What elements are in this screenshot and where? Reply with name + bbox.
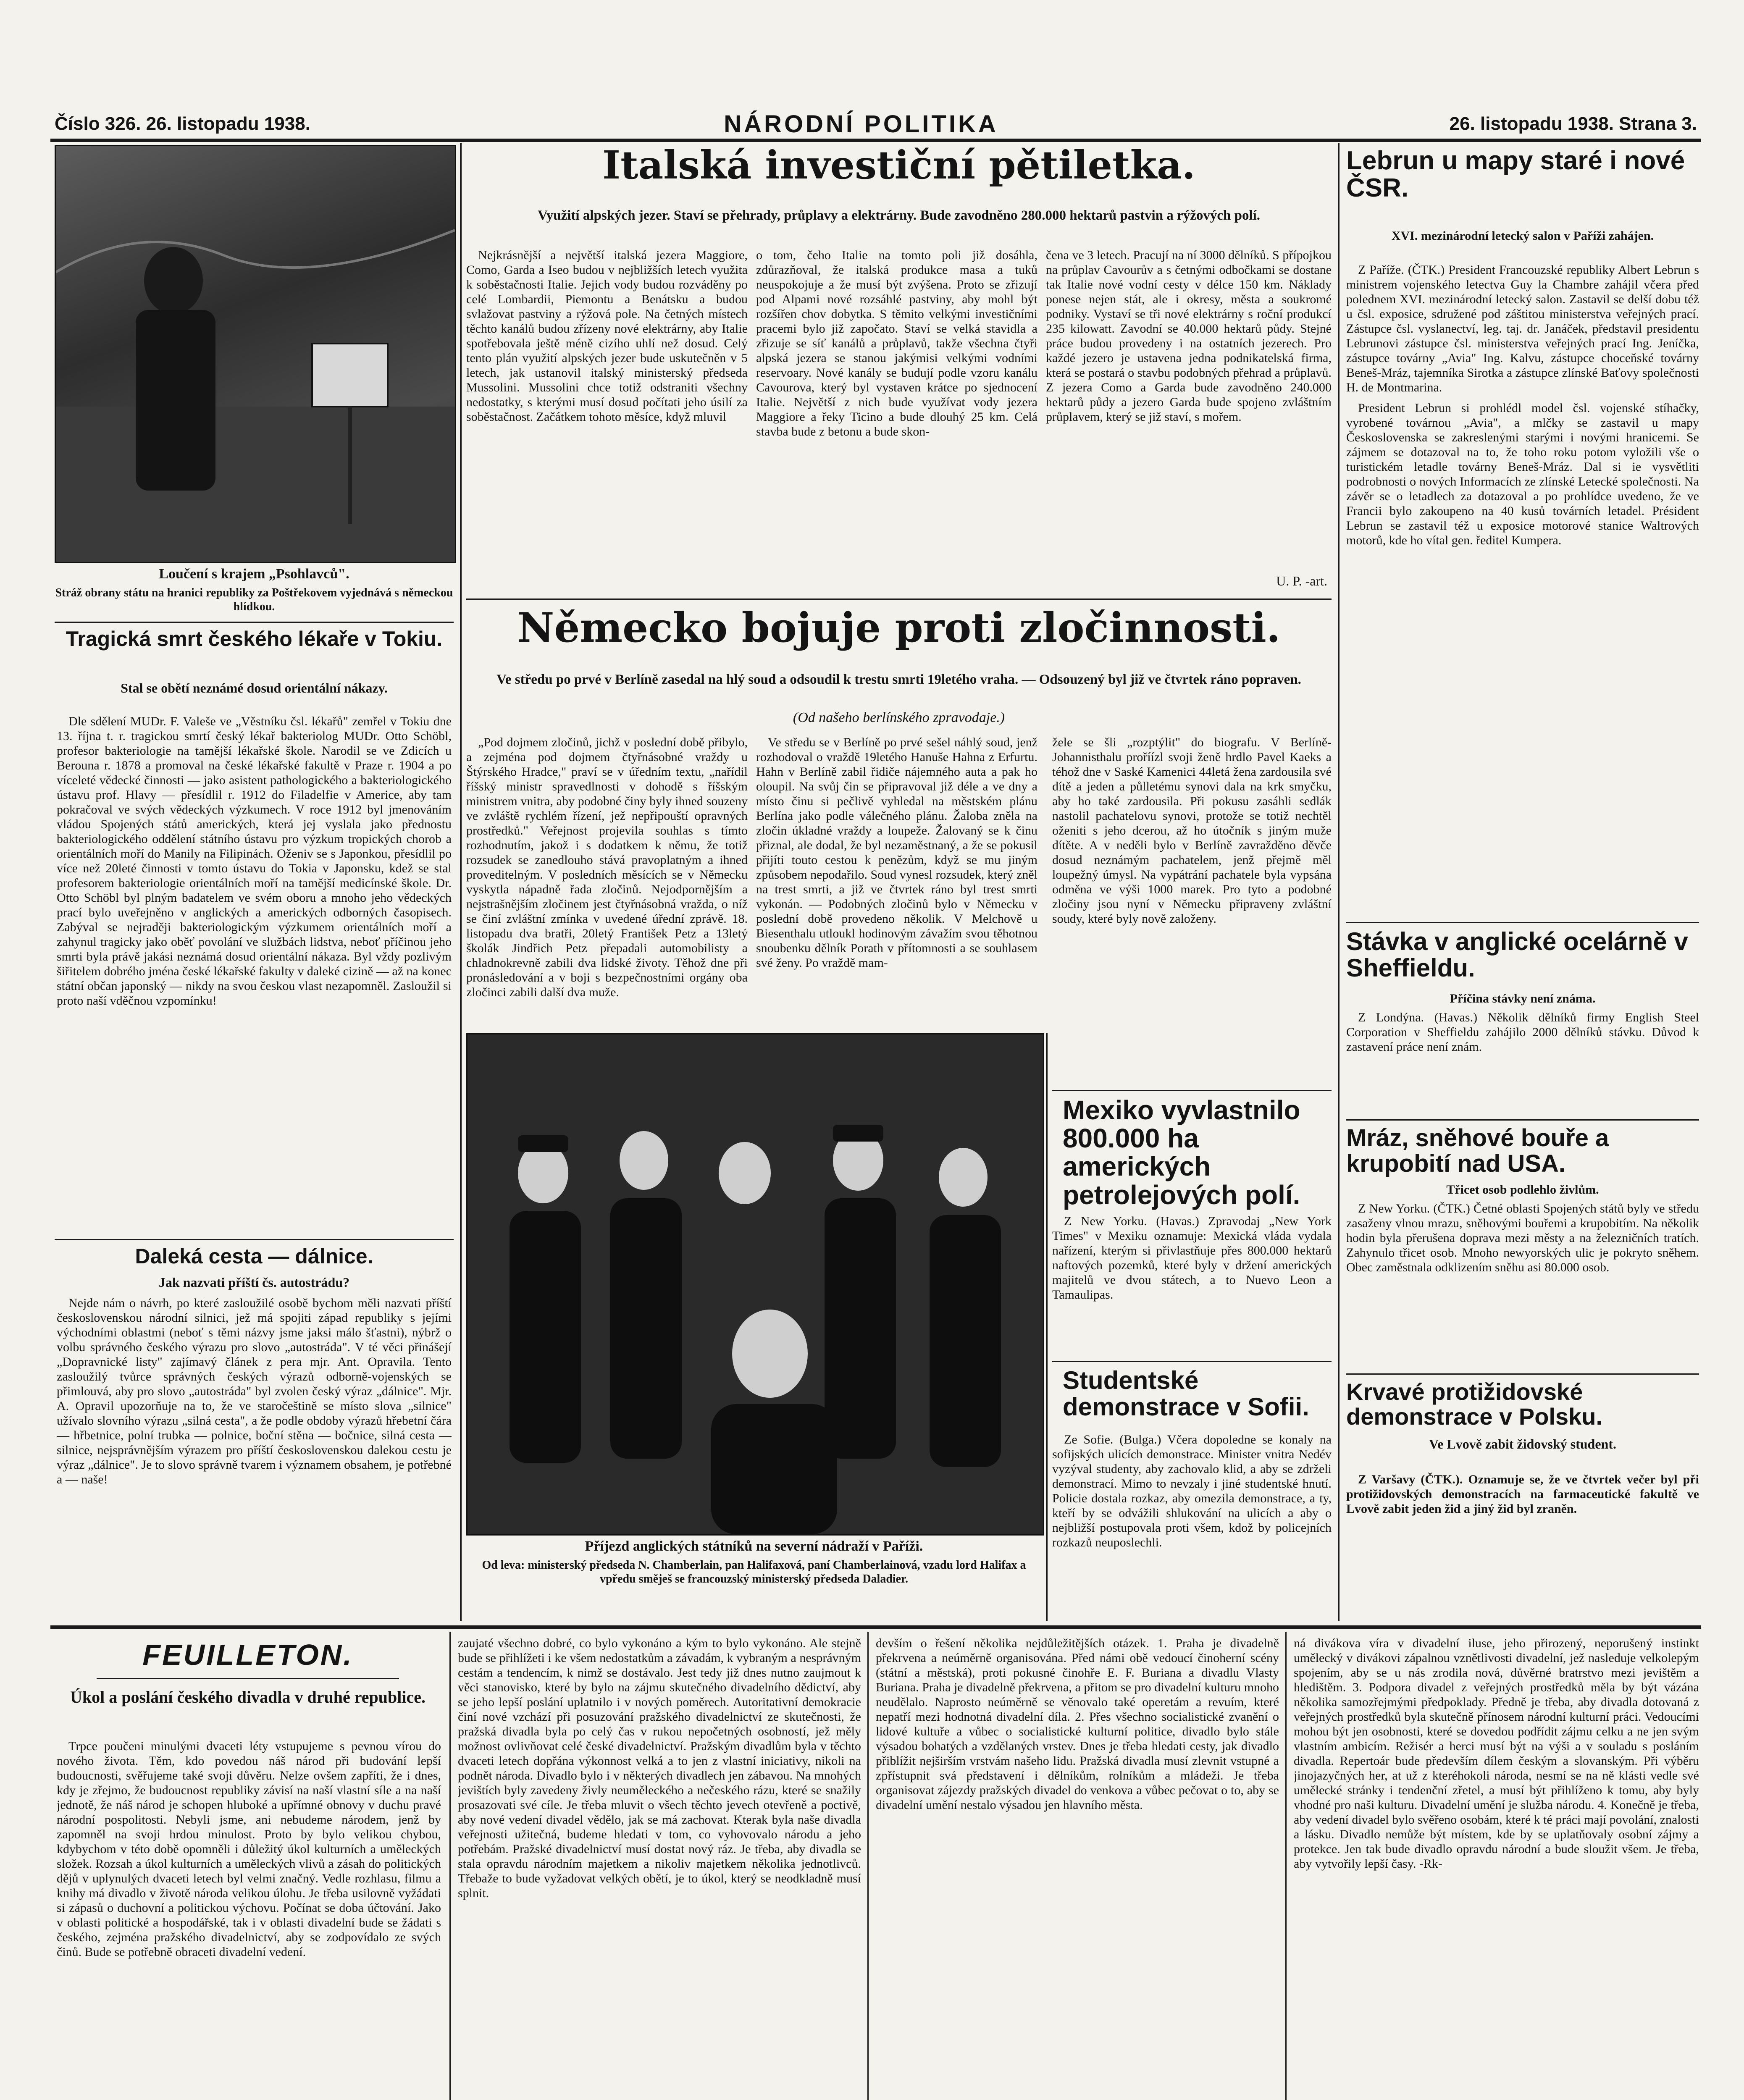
section-rule bbox=[466, 598, 1332, 600]
feuilleton-col-1 bbox=[57, 1739, 441, 2100]
petiletka-subhead: Využití alpských jezer. Staví se přehrady, průplavy a elektrárny. Bude zavodněno 280.000 hektarů pastvin a rýžových polí. bbox=[537, 208, 1261, 223]
column-divider bbox=[1046, 1033, 1048, 1621]
mexiko-paragraph: Z New Yorku. (Havas.) Zpravodaj „New York Times" v Mexiku oznamuje: Mexická vláda vydala nařízení, kterým si přivlastňuje přes 800.000 hektarů naftových pozemků, které byly v držení amerických majitelů ve dvou státech, a to Nuevo Leon a Tamaulipas. bbox=[1052, 1214, 1332, 1302]
section-rule bbox=[55, 622, 454, 623]
nemecko-byline: (Od našeho berlínského zpravodaje.) bbox=[793, 710, 1005, 725]
column-divider bbox=[867, 1632, 869, 2100]
mraz-headline: Mráz, sněhové bouře a krupobití nad USA. bbox=[1346, 1124, 1609, 1177]
lebrun-body bbox=[1346, 262, 1699, 920]
feuilleton-text-1: Trpce poučeni minulými dvaceti léty vstupujeme s pevnou vírou do nového života. Těm, kdo povedou náš národ při budování lepší budoucnosti, svěřujeme také svoji důvěru. Nelze ovšem zapříti, že i dnes, kdy je zřejmo, že budoucnost republiky závisí na naší vlastní síle a na naší jednotě, že náš národ je schopen hluboké a upřímné obnovy v duchu pravé národní pospolitosti. Nebyli jsme, ani nebudeme národem, jenž by zapomněl na svoji hrdou minulost. Proto by bylo velikou chybou, kdybychom v této době opomněli i důležitý úkol kulturních a uměleckých složek. Rozsah a úkol kulturních a uměleckých vlivů a zásah do politických dějů v uplynulých dvaceti letech byl velmi značný. Vedle rozhlasu, filmu a knihy má divadlo v životě národa velikou úlohu. Je třeba usilovně vyžádati si zápasů o duchovní a politickou výchovu. Počínat se doba účtování. Jako v oblasti politické a hospodářské, tak i v oblasti divadelní bude se žádati s českého, zejména pražského divadelnictví, aby se zodpovídalo ze svých činů. Bude se potřebně obraceti divadelní vedení. bbox=[57, 1739, 441, 1959]
feuilleton-col-3 bbox=[876, 1636, 1279, 2100]
column-divider bbox=[449, 1632, 451, 2100]
polsko-subhead: Ve Lvově zabit židovský student. bbox=[1429, 1436, 1616, 1452]
column-divider bbox=[1285, 1632, 1287, 2100]
feuilleton-col-4 bbox=[1294, 1636, 1699, 2100]
petiletka-text-2: o tom, čeho Italie na tomto poli již dosáhla, zdůrazňoval, že italská produkce masa a tuků neuspokojuje a že musí být zvýšena. Proto se zřizují pod Alpami nové rozsáhlé pastviny, aby mohl být rozšířen chov dobytka. S těmito velkými investičními pracemi bylo již započato. Staví se velká stavidla a zřizuje se síť kanálů a průplavů, takže všechna čtyři alpská jezera se stanou jakýmisi velkými vodními reservoary. Nové kanály se budují podle vzoru kanálu Cavourova, který byl vystaven krátce po sjednocení Italie. Největší z nich bude využívat vody jezera Maggiore a řeky Ticino a bude dlouhý 25 km. Celá stavba bude z betonu a bude skon- bbox=[756, 248, 1037, 438]
border-photo-drawing bbox=[56, 146, 455, 562]
polsko-headline: Krvavé protižidovské demonstrace v Polsku. bbox=[1346, 1378, 1603, 1430]
dalnice-headline: Daleká cesta — dálnice. bbox=[135, 1244, 373, 1268]
stavka-body bbox=[1346, 1010, 1699, 1115]
photo-caption-title: Loučení s krajem „Psohlavců". bbox=[159, 566, 349, 582]
stavka-paragraph: Z Londýna. (Havas.) Několik dělníků firmy English Steel Corporation v Sheffieldu zahájilo 2000 dělníků stávku. Důvod k zastavení práce není znám. bbox=[1346, 1011, 1699, 1054]
arrival-photo bbox=[466, 1033, 1044, 1536]
nemecko-text-3: žele se šli „rozptýlit" do biografu. V Berlíně-Johannisthalu proříízl svoji ženě hrdlo Pavel Kaeks a téhož dne v Saské Kamenici 44letá žena zardousila své dítě a jeden a půlletému synovi dala na krk smyčku, aby ho také zardousila. Při pokusu zasáhli sedlák nastolil pachatelovu synovi, protože se totiž nechtěl oženiti s jeho dcerou, až ho útočník s jiným muže dítěte. A v neděli bylo v Berlíně zavražděno děvče dosud neznámým pachatelem, jenž přejmě měl loupežný úmysl. Na vypátrání pachatele byla vypsána odměna ve výši 1000 marek. Pro tyto a podobné zločiny jsou nyní v Německu připraveny zvláštní soudy, které byly nově založeny. bbox=[1052, 735, 1332, 926]
lebrun-headline: Lebrun u mapy staré i nové ČSR. bbox=[1346, 146, 1685, 203]
stavka-subhead: Příčina stávky není známa. bbox=[1450, 992, 1596, 1005]
nemecko-subhead: Ve středu po prvé v Berlíně zasedal na hlý soud a odsoudil k trestu smrti 19letého vraha. — Odsouzený byl již ve čtvrtek ráno popraven. bbox=[496, 672, 1301, 687]
column-divider bbox=[1338, 143, 1340, 1621]
section-rule bbox=[1052, 1090, 1332, 1091]
petiletka-signature: U. P. -art. bbox=[1276, 573, 1327, 588]
dalnice-body bbox=[57, 1296, 452, 1621]
stavka-headline: Stávka v anglické ocelárně v Sheffieldu. bbox=[1346, 927, 1688, 982]
section-rule bbox=[55, 1239, 454, 1240]
petiletka-text-3: čena ve 3 letech. Pracují na ní 3000 dělníků. S přípojkou na průplav Cavourův a s četnými odbočkami se dostane tak Italie nové vodní cesty v délce 150 km. Náklady ponese nejen stát, ale i okresy, města a soukromé podniky. Vystaví se tři nové elektrárny s roční produkcí 235 kilowatt. Zavodní se 40.000 hektarů půdy. Stejné práce budou provedeny i na ostatních jezerech. Pro každé jezero je ustavena jedna podnikatelská firma, která se postará o stavbu podobných přehrad a průplavů. Z jezera Como a Garda bude zavodněno 240.000 hektarů půdy a jezero Garda bude spojeno zvláštním průplavem, který se již staví, s mořem. bbox=[1046, 248, 1332, 424]
sofie-paragraph: Ze Sofie. (Bulga.) Včera dopoledne se konaly na sofijských ulicích demonstrace. Minister vnitra Nedév vyzýval studenty, aby zachovalo klid, a aby se zdrželi demonstrací. Mimo to nevzaly i jiné studentské hnutí. Policie dostala rozkaz, aby omezila demonstrace, a ty, kteří by se odvážili shlukování na ulicích a aby o nejbližší postupovala proti všem, kdož by policejních rozkazů neuposlechli. bbox=[1052, 1433, 1332, 1549]
feuilleton-rule bbox=[50, 1625, 1701, 1629]
sofie-headline: Studentské demonstrace v Sofii. bbox=[1063, 1366, 1309, 1421]
dalnice-paragraph: Nejde nám o návrh, po které zasloužilé osobě bychom měli nazvati příští československou národní silnici, jež má spojiti západ republiky s jejími východními oblastmi (neboť s těmi názvy jsme jaksi málo šťastni), nýbrž o volbu správného českého výrazu pro slovo „autostráda". V té věci přinášejí „Dopravnické listy" zajímavý článek z pera mjr. Ant. Opravila. Tento zasloužilý tvůrce správných českých výrazů odborně-vojenských se přimlouvá, aby pro slovo „autostráda" byl zvolen český výraz „dálnice". Mjr. A. Opravil upozorňuje na to, že ve staročeštině se místo slova „silnice" užívalo slovního výrazu „silná cesta", a že podle obdoby výrazů hřebetní čára — hřbetnice, polní trubka — polnice, boční stěna — bočnice, silná cesta — silnice, nejsprávnějším výrazem pro příští československou dalekou cestu je výraz „dálnice". Je to slovo správně tvarem i významem obsahem, je potřebné a — naše! bbox=[57, 1296, 452, 1486]
petiletka-col-1 bbox=[466, 248, 748, 592]
border-photo bbox=[55, 145, 456, 563]
feuilleton-text-4: ná divákova víra v divadelní iluse, jeho přirozený, neporušený instinkt umělecký v divákovi zápalnou vznětlivosti divadelní, jež nasleduje velkolepým spojením, aby se u nás zrodila nová, důvěrné bratrstvo mezi jevištěm a hledištěm. 3. Podpora divadel z veřejných prostředků měla by být vázána několika samozřejmými předpoklady. Předně je třeba, aby divadla dotovaná z veřejných prostředků byla skutečně přínosem národní kulturní práci. Vedoucími mohou být jen osobnosti, které se dovedou podřídit zájmu celku a ne jen svým vlastním ambicím. Režisér a herci musí být na výši a v souladu s posláním divadla. Repertoár bude především dílem českým a slovanským. Při výběru jinojazyčných her, at už z kteréhokoli národa, nesmí se na ně klásti vedle své umělecké stránky i tendenční zřetel, a musí být přihlíženo k tomu, aby byly vhodné pro naši kulturu. Divadelní umění je služba národu. 4. Konečně je třeba, aby vedení divadel bylo svěřeno osobám, které k té práci mají povolání, znalosti a lásku. Divadlo nemůže být místem, kde by se uplatňovaly osobní zájmy a protekce. Jen tak bude divadlo opravdu národní a bude sloužit všem. Je třeba, aby vytvořily lepší časy. -Rk- bbox=[1294, 1636, 1699, 1871]
mraz-body bbox=[1346, 1201, 1699, 1369]
nemecko-headline: Německo bojuje proti zločinnosti. bbox=[517, 604, 1281, 651]
tokio-subhead: Stal se obětí neznámé dosud orientální nákazy. bbox=[121, 680, 388, 696]
dalnice-subhead: Jak nazvati příští čs. autostrádu? bbox=[158, 1275, 350, 1290]
feuilleton-text-2: zaujaté všechno dobré, co bylo vykonáno a kým to bylo vykonáno. Ale stejně bude se přihlížeti i ke všem nedostatkům a závadám, k vybraným a nesprávným cestám a tendencím, k nimž se dostávalo. Jest tedy již dnes nutno zaujmout k věci stanovisko, které by bylo na zájmu skutečného divadelního dědictví, aby se jeho lepší poslání uplatnilo i v nových poměrech. Autoritativní demokracie činí nové vzchází při posuzování pražského divadelnictví ze skutečnosti, že pražská divadla byla po celý čas v rukou nepočetných osobností, jež měly možnost ovlivňovat celé české divadelnictví. Pražským divadlům byla v těchto dvaceti letech dopřána výkonnost velká a to jen z vlastní iniciativy, nikoli na podnět národa. Divadlo bylo i v některých divadlech jen zábavou. Na mnohých jevištích byly zavedeny živly neuměleckého a nečeského rázu, které se snažily prosazovati své cíle. Je třeba mluvit o všech těchto jevech otevřeně a poctivě, aby nové vedení divadel vědělo, jak se má zachovat. Kterak byla naše divadla veřejnosti užitečná, budeme hledati v tom, co vyhovovalo národu a jeho potřebám. Pražské divadelnictví musí dostat nový ráz. Je třeba, aby divadla se stala opravdu národním majetkem a nikoliv majetkem několika jednotlivců. Třebaže to bude vyžadovat velkých obětí, je to úkol, který se neodkladně musí splnit. bbox=[458, 1636, 861, 1900]
section-rule bbox=[1052, 1361, 1332, 1362]
column-divider bbox=[460, 143, 462, 1621]
section-rule bbox=[1346, 1373, 1699, 1375]
nemecko-col-3 bbox=[1052, 735, 1332, 1084]
tokio-headline: Tragická smrt českého lékaře v Tokiu. bbox=[66, 627, 443, 651]
sofie-body bbox=[1052, 1432, 1332, 1621]
nemecko-text-1: „Pod dojmem zločinů, jichž v poslední době přibylo, a zejména pod dojmem čtyřnásobné vraždy u Štýrského Hradce," praví se v úředním textu, „nařídil říšský ministr spravedlnosti v dohodě s říšským ministrem vnitra, aby podobné činy byly ihned souzeny ve zvláště rychlém řízení, jež nepřipouští opravných prostředků." Veřejnost projevila souhlas s tímto rozhodnutím, jakož i s dodatkem k němu, že totiž rozsudek se zanedlouho stává pravoplatným a ihned proveditelným. V posledních měsících se v Německu vyskytla nápadně řada zločinů. Nejodpornějším a nejstrašnějším zločinem jest čtyřnásobná vražda, o níž se činí zvláštní zmínka v uvedené úřední zprávě. 18. listopadu dva bratři, 20letý František Petz a 13letý školák Jindřich Petz přepadali automobilisty a chladnokrevně zabili dva lidské životy. Těhož dne při pronásledování a v boji s bezpečnostními orgány oba zločinci zabili další dva muže. bbox=[466, 735, 748, 999]
tokio-paragraph: Dle sdělení MUDr. F. Valeše ve „Věstníku čsl. lékařů" zemřel v Tokiu dne 13. října t. r. tragickou smrtí český lékař bakteriolog MUDr. Otto Schöbl, profesor bakteriologie na tamější lékařské škole. Narodil se ve Zdicích u Berouna r. 1878 a promoval na české lékařské fakultě v Praze r. 1904 a po víceleté vědecké činnosti — jako asistent pathologického a bakteriologického ústavu prof. Hlavy — přesídlil r. 1912 do Filadelfie v Americe, aby tam pokračoval ve svých vědeckých výzkumech. V roce 1912 byl jmenováním vládou Spojených států amerických, která jej vyslala jako přednostu bakteriologického oddělení státního ústavu pro výzkum tropických chorob a orientálních moří do Manily na Filipinách. Oženiv se s Japonkou, přesídlil po více než 20leté činnosti v tomto ústavu do Tokia v Japonsku, kdež se stal profesorem bakteriologie orientálních moří na tamější medicínské škole. Dr. Otto Schöbl byl plným badatelem ve svém oboru a mnoho jeho vědeckých prací bylo uveřejněno v anglických a amerických odborných časopisech. Zabýval se nejraději bakteriologickým výzkumem orientálních moří a zahynul tragicky jako oběť povolání ve službách lidstva, neboť příčinou jeho smrti byla právě jakási neznámá dosud orientální nákaza. Byl vždy pozlivým šiřitelem dobrého jména české lékařské fakulty v daleké cizině — až na konec státní občan japonský — nikdy na svou českou vlast nezapomněl. Zasloužil si proto naší vděčnou vzpomínku! bbox=[57, 714, 452, 1008]
mraz-paragraph: Z New Yorku. (ČTK.) Četné oblasti Spojených států byly ve středu zasaženy vlnou mrazu, sněhovými bouřemi a krupobitím. Na několik hodin byla přerušena doprava mezi městy a na železničních tratích. Zahynulo třicet osob. Mnoho newyorských ulic je pokryto sněhem. Obec zaměstnala odklizením sněhu asi 80.000 osob. bbox=[1346, 1202, 1699, 1274]
polsko-body bbox=[1346, 1472, 1699, 1621]
feuilleton-label-rule bbox=[97, 1678, 399, 1679]
section-rule bbox=[1346, 922, 1699, 923]
feuilleton-text-3: devším o řešení několika nejdůležitějších otázek. 1. Praha je divadelně překrvena a neúměrně organisována. Před námi obě vedoucí činoherní scény (státní a městská), proti pokusné činohře E. F. Buriana a divadlu Vlasty Buriana. Praha je divadelně překrvena, a přitom se pro divadelní kulturu mnoho neudělalo. Naprosto neúměrně se věnovalo také operetám a revuím, které nepatří mezi hodnotná divadelní díla. 2. Přes všechno socialistické zvanění o lidové kultuře a vůbec o socialistické kulturní politice, divadlo bylo stále výsadou bohatých a vzdělaných vrstev. Dnes je třeba hledati cesty, jak divadlo přiblížit nejširším vrstvám našeho lidu. Pražská divadla musí zlevnit vstupné a zpřístupnit svá představení i dělníkům, rolníkům a mládeži. Je třeba organisovat zájezdy pražských divadel do venkova a vůbec pečovat o to, aby se divadelní umění nestalo výsadou jen hlavního města. bbox=[876, 1636, 1279, 1812]
photo-caption-text: Stráž obrany státu na hranici republiky za Poštřekovem vyjednává s německou hlídkou. bbox=[55, 586, 453, 613]
issue-number: Číslo 326. 26. listopadu 1938. bbox=[55, 113, 310, 134]
feuilleton-col-2 bbox=[458, 1636, 861, 2100]
nemecko-col-1 bbox=[466, 735, 748, 1029]
nemecko-text-2: Ve středu se v Berlíně po prvé sešel náhlý soud, jenž rozhodoval o vraždě 19letého Hanuše Hahna z Erfurtu. Hahn v Berlíně zabil řidiče nájemného auta a pak ho oloupil. Na svůj čin se připravoval již déle a ve dny a místo činu si pečlivě vyhledal na městském plánu Berlína jako podle válečného plánu. Žaloba zněla na zločin úkladné vraždy a loupeže. Žalovaný se k činu přiznal, ale dodal, že byl nezaměstnaný, a že se pokusil přijíti touto cestou k penězům, když se mu jiným způsobem nepodařilo. Soud vynesl rozsudek, který zněl na trest smrti, a již ve čtvrtek ráno byl trest smrti vykonán. — Podobných zločinů bylo v Německu v poslední době provedeno několik. V Melchově u Biesenthalu utloukl hodinovým závažím svou těhotnou snoubenku dělník Porath v přítomnosti a se souhlasem své ženy. Po vraždě mam- bbox=[756, 735, 1037, 970]
petiletka-col-2 bbox=[756, 248, 1037, 592]
feuilleton-label: FEUILLETON. bbox=[142, 1638, 353, 1671]
date-and-page: 26. listopadu 1938. Strana 3. bbox=[1449, 113, 1697, 134]
petiletka-text-1: Nejkrásnější a největší italská jezera Maggiore, Como, Garda a Iseo budou v nejbližších letech využita k soběstačnosti Italie. Jejich vody budou rozváděny po celé Lombardii, Piemontu a Benátsku a budou svlažovat pastviny a rýžová pole. Na četných místech těchto kanálů budou zřízeny nové elektrárny, aby Italie spotřebovala ještě méně cizího uhlí než dosud. Celý tento plán využití alpských jezer bude uskutečněn v 5 letech, jak ustanovil italský ministerský předseda Mussolini. Mussolini chce totiž odstraniti všechny nedostatky, s kterými musí dosud počítati jeho úsilí za soběstačnost. Začátkem tohoto měsíce, když mluvil bbox=[466, 248, 748, 424]
petiletka-col-3 bbox=[1046, 248, 1332, 571]
tokio-body bbox=[57, 714, 452, 1235]
arrival-caption-text: Od leva: ministerský předseda N. Chamberlain, pan Halifaxová, paní Chamberlainová, vzadu lord Halifax a vpředu směješ se francouzský ministerský předseda Daladier. bbox=[482, 1559, 1026, 1586]
petiletka-headline: Italská investiční pětiletka. bbox=[602, 142, 1195, 188]
polsko-paragraph: Z Varšavy (ČTK.). Oznamuje se, že ve čtvrtek večer byl při protižidovských demonstracích na farmaceutické fakultě ve Lvově zabit jeden žid a jiný žid byl zraněn. bbox=[1346, 1473, 1699, 1516]
mraz-subhead: Třicet osob podlehlo živlům. bbox=[1446, 1183, 1599, 1197]
mexiko-headline: Mexiko vyvlastnilo 800.000 ha amerických petrolejových polí. bbox=[1063, 1095, 1300, 1210]
lebrun-subhead: XVI. mezinárodní letecký salon v Paříži zahájen. bbox=[1391, 229, 1654, 243]
mexiko-body bbox=[1052, 1214, 1332, 1357]
arrival-photo-drawing bbox=[468, 1034, 1043, 1534]
lebrun-paragraph-1: Z Paříže. (ČTK.) President Francouzské republiky Albert Lebrun s ministrem vojenského letectva Guy la Chambre zahájil včera před polednem XVI. mezinárodní letecký salon. Zastavil se delší dobu též u čsl. exposice, sdružené pod záštitou ministerstva veřejných prací. Zástupce čsl. vyslanectví, leg. taj. dr. Janáček, představil presidentu Lebrunovi zástupce čsl. ministerstva veřejných prací Ing. Jeníčka, zástupce továrny „Avia" Ing. Kalvu, zástupce choceňské továrny Beneš-Mráz, tajemníka Sirotka a zástupce zlínské Baťovy společnosti H. de Montmarina. bbox=[1346, 263, 1699, 394]
newspaper-title: NÁRODNÍ POLITIKA bbox=[724, 110, 998, 138]
masthead-rule bbox=[50, 139, 1701, 142]
section-rule bbox=[1346, 1119, 1699, 1121]
nemecko-col-2 bbox=[756, 735, 1037, 1029]
lebrun-paragraph-2: President Lebrun si prohlédl model čsl. vojenské stíhačky, vyrobené továrnou „Avia", a mlčky se zastavil u mapy Československa se zakreslenými starými i novými hranicemi. Se zájmem se dotazoval na to, že toho roku potom vyložili vše o turistickém letadle továrny Beneš-Mráz. Dal si ie vysvětliti podrobnosti o nových Informacích ze zlínské Letecké společnosti. Na závěr se o letadlech za dotazoval a po prohlídce uvedeno, že ve Francii bylo zakoupeno na 40 kusů továrních letadel. Président Lebrun se zastavil též u exposice motorové stanice Waltrových motorů, kde ho vítal gen. ředitel Kumpera. bbox=[1346, 401, 1699, 547]
arrival-caption-title: Příjezd anglických státníků na severní nádraží v Paříži. bbox=[585, 1538, 923, 1554]
feuilleton-headline: Úkol a poslání českého divadla v druhé republice. bbox=[70, 1688, 426, 1706]
